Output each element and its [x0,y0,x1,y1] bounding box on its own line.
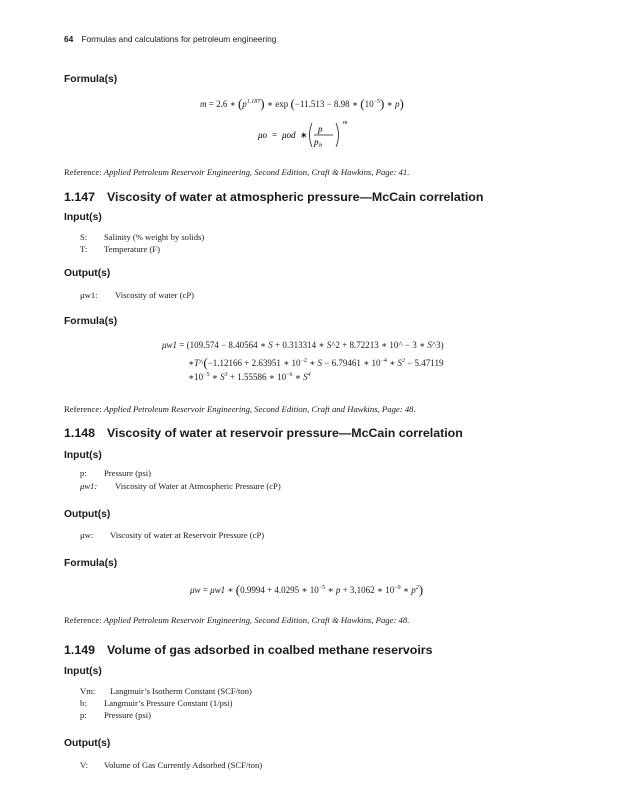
reference-source: Applied Petroleum Reservoir Engineering, Second Edition, Craft & Hawkins, Page: 48. [103,615,410,625]
input-row: T: Temperature (F) [80,244,160,254]
svg-text:p: p [314,137,319,147]
reference-1-148: Reference: Applied Petroleum Reservoir Engineering, Second Edition, Craft & Hawkins, Page: 48. [64,615,410,625]
input-row: Vm: Langmuir’s Isotherm Constant (SCF/ton) [80,686,252,696]
input-heading: Input(s) [64,450,102,461]
input-row: S: Salinity (% weight by solids) [80,232,205,242]
section-title-1-149: 1.149 Volume of gas adsorbed in coalbed methane reservoirs [64,643,433,657]
formula-heading: Formula(s) [64,316,118,327]
output-row: V: Volume of Gas Currently Adsorbed (SCF/ton) [80,760,263,770]
svg-text:b: b [319,143,322,149]
page-number: 64 [64,34,74,44]
svg-text:=: = [272,130,278,140]
input-row: p: Pressure (psi) [80,710,152,720]
section-title-1-147: 1.147 Viscosity of water at atmospheric pressure—McCain correlation [64,190,484,204]
reference-1-147: Reference: Applied Petroleum Reservoir Engineering, Second Edition, Craft and Hawkins, Page: 48. [64,404,416,414]
input-row: μw1: Viscosity of Water at Atmospheric Pressure (cP) [80,481,281,491]
reference-top: Reference: Applied Petroleum Reservoir Engineering, Second Edition, Craft & Hawkins, Page: 41. [64,167,410,177]
reference-source: Applied Petroleum Reservoir Engineering, Second Edition, Craft & Hawkins, Page: 41. [103,167,410,177]
input-heading: Input(s) [64,212,102,223]
formula-m: m = 2.6 ∗ $(p^{1.187})$ ∗ exp (−11.513 − 8.98 ∗ $(10^{-5})$ ∗ p) [200,96,404,111]
formula-muw: μw = μw1 ∗ (0.9994 + 4.0295 ∗ $10^{-5}$ ∗ p + 3.1062 ∗ $10^{-9}$ ∗ $p^2$) [190,582,424,597]
svg-text:m: m [343,120,348,126]
svg-text:μo: μo [258,130,268,140]
output-heading: Output(s) [64,268,111,279]
output-row: μw: Viscosity of water at Reservoir Pressure (cP) [80,530,265,540]
svg-text:μod: μod [282,130,296,140]
running-title: Formulas and calculations for petroleum engineering [81,34,277,44]
formula-muw1-line2: ∗T^(−1.12166 + 2.63951 ∗ $10^{-2}$ ∗ S − 6.79461 ∗ $10^{-4}$ ∗ $S^2 - 5.47119$ [188,355,444,370]
input-row: b: Langmuir’s Pressure Constant (1/psi) [80,698,233,708]
input-heading: Input(s) [64,666,102,677]
reference-source: Applied Petroleum Reservoir Engineering, Second Edition, Craft and Hawkins, Page: 48. [103,404,416,414]
formula-heading: Formula(s) [64,558,118,569]
svg-text:p: p [318,124,323,134]
svg-text:∗: ∗ [300,130,308,140]
output-heading: Output(s) [64,509,111,520]
formula-muw1-line1: μw1 = (109.574 − 8.40564 ∗ S + 0.313314 ∗ S^2 + 8.72213 ∗ 10^ − 3 ∗ S^3) [162,340,444,350]
running-head [64,34,276,44]
output-row: μw1: Viscosity of water (cP) [80,290,194,300]
formula-heading: Formula(s) [64,74,118,85]
output-heading: Output(s) [64,738,111,749]
input-row: p: Pressure (psi) [80,468,152,478]
formula-muo [256,118,376,152]
section-title-1-148: 1.148 Viscosity of water at reservoir pressure—McCain correlation [64,426,463,440]
formula-muw1-line3: $∗10^{-5}$ ∗ $S^3 + 1.55586$ ∗ $10^{-6}$ ∗ $S^4$ [188,372,311,382]
